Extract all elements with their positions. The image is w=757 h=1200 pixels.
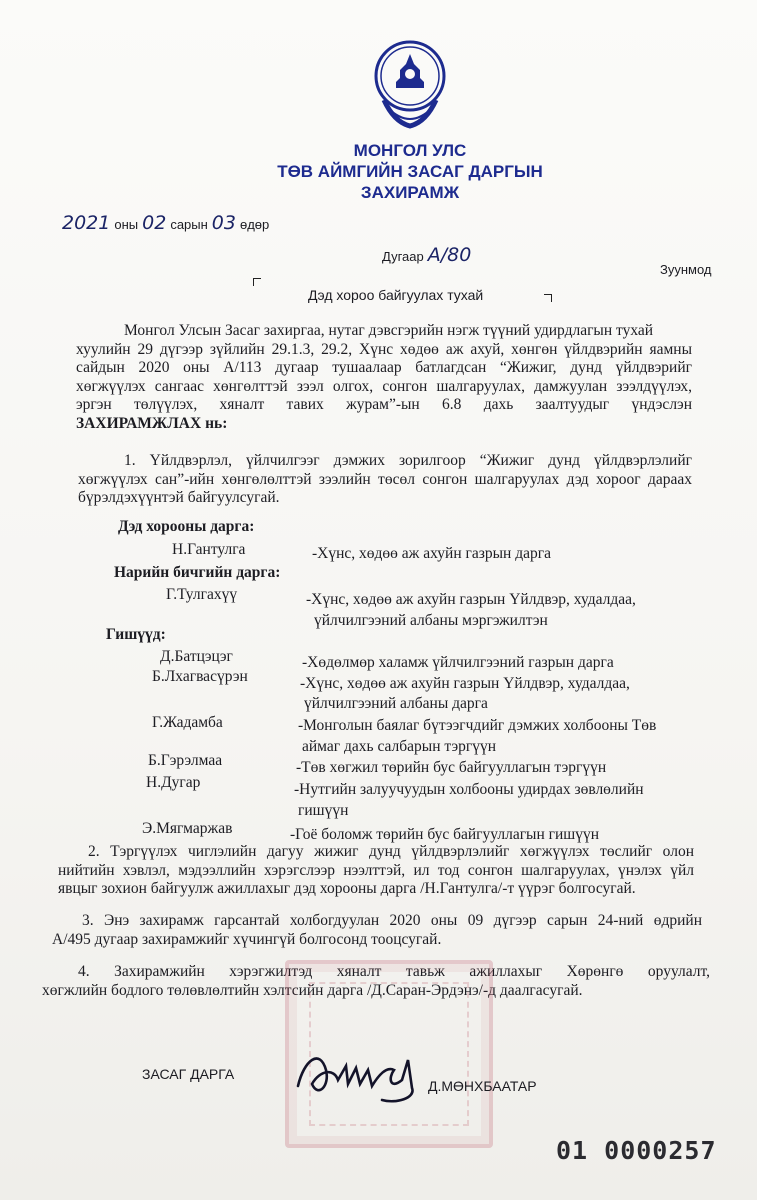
header-line-country: МОНГОЛ УЛС <box>353 141 467 160</box>
document-header <box>260 140 560 203</box>
chair-label: Дэд хорооны дарга: <box>118 518 255 535</box>
point-3-line: А/495 дугаар захирамжийг хүчингүй болгосонд тооцсугай. <box>52 930 442 948</box>
intro-line: хуулийн 29 дүгээр зүйлийн 29.1.3, 29.2, Хүнс хөдөө аж ахуй, хөнгөн үйлдвэрийн яамны <box>76 340 692 358</box>
state-emblem-icon <box>374 40 446 132</box>
intro-line: сайдын 2020 оны А/113 дугаар тушаалаар батлагдсан “Жижиг, дунд үйлдвэрийг <box>76 359 692 376</box>
member-role-line: -Төв хөгжил төрийн бус байгууллагын тэргүүн <box>296 759 607 776</box>
point-3 <box>52 912 702 949</box>
document-number <box>382 244 471 266</box>
handwritten-signature <box>290 1040 440 1110</box>
member-name: Д.Батцэцэг <box>160 648 233 665</box>
point-2-line: нийтийн хэвлэл, мэдээллийн хэрэгслээр нээлттэй, ил тод сонгон шалгаруулах, үнэлэх үйл <box>58 861 694 879</box>
place-name: Зуунмод <box>660 262 712 277</box>
member-role-line: -Гоё боломж төрийн бус байгууллагын гишүүн <box>290 826 600 843</box>
member-role-line: -Хөдөлмөр халамж үйлчилгээний газрын дарга <box>302 654 614 671</box>
secretary-role-line: үйлчилгээний албаны мэргэжилтэн <box>314 612 548 629</box>
date-month: 02 <box>142 212 167 234</box>
secretary-role-line: -Хүнс, хөдөө аж ахуйн газрын Үйлдвэр, худалдаа, <box>306 591 636 608</box>
chair-name: Н.Гантулга <box>172 541 246 558</box>
number-value: А/80 <box>427 244 472 266</box>
date-month-label: сарын <box>170 217 208 232</box>
secretary-name: Г.Тулгахүү <box>166 586 238 603</box>
document-title: Дэд хороо байгуулах тухай <box>308 287 484 303</box>
member-name: Н.Дугар <box>146 774 201 791</box>
member-name: Б.Гэрэлмаа <box>148 752 223 769</box>
serial-number: 01 0000257 <box>556 1136 717 1165</box>
number-label: Дугаар <box>382 249 424 264</box>
member-role-line: -Нутгийн залуучуудын холбооны удирдах зөвлөлийн <box>294 781 644 798</box>
date-day-label: өдөр <box>239 217 270 232</box>
date-line <box>62 212 269 234</box>
date-year-label: оны <box>114 217 139 232</box>
header-line-doc-type: ЗАХИРАМЖ <box>360 183 460 202</box>
point-1 <box>78 452 692 508</box>
member-role-line: -Монголын баялаг бүтээгчдийг дэмжих холбооны Төв <box>298 717 657 734</box>
header-line-office: ТӨВ АЙМГИЙН ЗАСАГ ДАРГЫН <box>277 162 543 181</box>
intro-line: эргэн төлүүлэх, хяналт тавих журам”-ын 6.8 дахь заалтуудыг үндэслэн <box>76 396 692 413</box>
member-name: Г.Жадамба <box>152 714 223 731</box>
title-corner-right <box>544 294 552 302</box>
signer-name: Д.МӨНХБААТАР <box>428 1078 537 1094</box>
members-label: Гишүүд: <box>106 626 166 643</box>
title-corner-left <box>253 278 261 286</box>
date-year: 2021 <box>62 212 111 234</box>
member-role-line: үйлчилгээний албаны дарга <box>304 695 488 712</box>
intro-line: хөгжүүлэх сангаас хөнгөлттэй зээл олгох, сонгон шалгаруулах, дамжуулан зээлдүүлэх, <box>76 377 692 395</box>
point-3-line: 3. Энэ захирамж гарсантай холбогдуулан 2020 оны 09 дүгээр сарын 24-ний өдрийн <box>82 912 702 929</box>
intro-paragraph <box>76 322 692 433</box>
point-1-line: хөгжүүлэх сан”-ийн хөнгөлөлттэй зээлийн төсөл сонгон шалгаруулах дэд хороог дараах <box>78 470 692 488</box>
secretary-label: Нарийн бичгийн дарга: <box>114 564 281 581</box>
intro-line: Монгол Улсын Засаг захиргаа, нутаг дэвсгэрийн нэгж түүний удирдлагын тухай <box>124 322 654 339</box>
point-2-line: явцыг зохион байгуулж ажиллахыг дэд хорооны дарга /Н.Гантулга/-т үүрэг болгосугай. <box>58 880 636 897</box>
date-day: 03 <box>211 212 236 234</box>
member-name: Б.Лхагвасүрэн <box>152 668 248 685</box>
point-2 <box>58 843 694 899</box>
order-word: ЗАХИРАМЖЛАХ нь: <box>76 414 228 432</box>
point-2-line: 2. Тэргүүлэх чиглэлийн дагуу жижиг дунд үйлдвэрлэлийг хөгжүүлэх төслийг олон <box>88 843 694 860</box>
member-name: Э.Мягмаржав <box>142 820 233 837</box>
member-role-line: аймаг дахь салбарын тэргүүн <box>302 738 497 755</box>
chair-role: -Хүнс, хөдөө аж ахуйн газрын дарга <box>312 545 551 562</box>
point-4-line: 4. Захирамжийн хэрэгжилтэд хяналт тавьж ажиллахыг Хөрөнгө оруулалт, <box>78 963 710 980</box>
member-role-line: гишүүн <box>298 802 349 819</box>
signer-title: ЗАСАГ ДАРГА <box>142 1066 235 1082</box>
point-1-line: бүрэлдэхүүнтэй байгуулсугай. <box>78 489 280 506</box>
member-role-line: -Хүнс, хөдөө аж ахуйн газрын Үйлдвэр, худалдаа, <box>300 675 630 692</box>
point-1-line: 1. Үйлдвэрлэл, үйлчилгээг дэмжих зорилгоор “Жижиг дунд үйлдвэрлэлийг <box>124 452 692 469</box>
point-4-line: хөгжлийн бодлого төлөвлөлтийн хэлтсийн дарга /Д.Саран-Эрдэнэ/-д даалгасугай. <box>42 981 583 999</box>
